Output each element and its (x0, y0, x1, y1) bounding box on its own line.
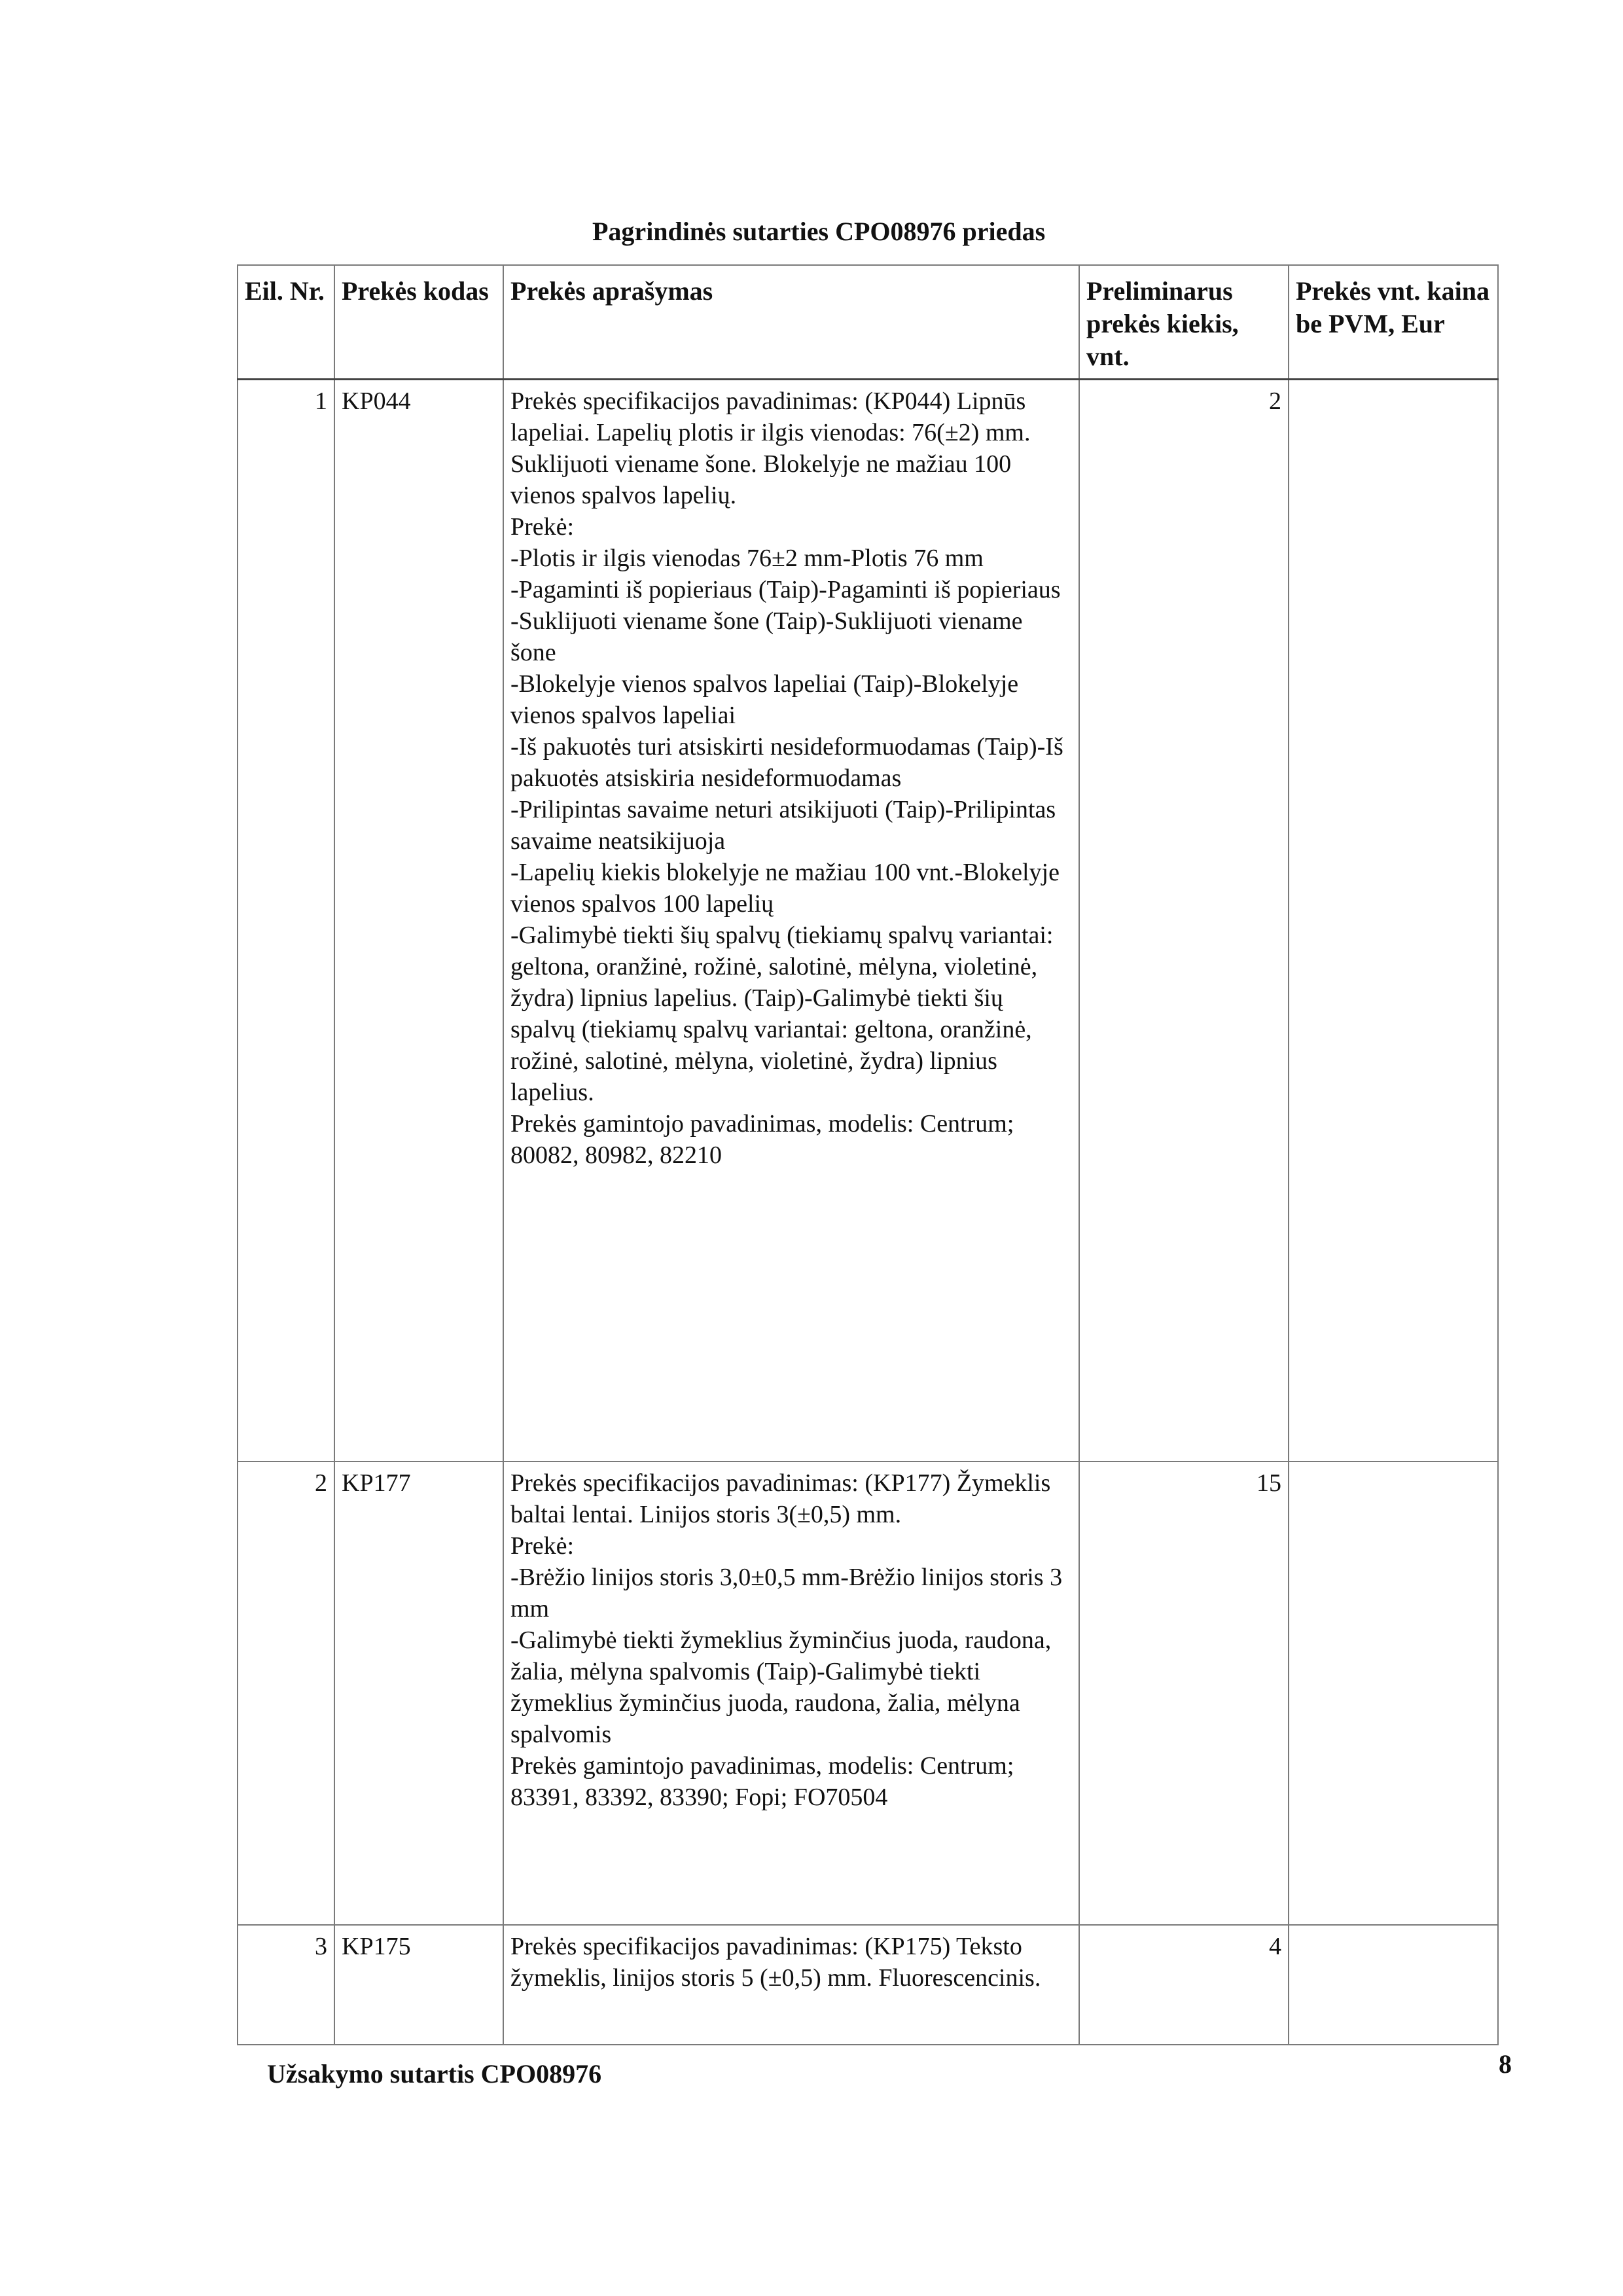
description-line: Prekės gamintojo pavadinimas, modelis: Centrum; 80082, 80982, 82210 (510, 1110, 1014, 1169)
description-line: Prekės specifikacijos pavadinimas: (KP177) Žymeklis baltai lentai. Linijos storis 3(±0,5) mm. (510, 1469, 1051, 1528)
table-row (238, 1462, 1498, 1925)
description-line: -Galimybė tiekti žymeklius žyminčius juoda, raudona, žalia, mėlyna spalvomis (Taip)-Galimybė tiekti žymeklius žyminčius juoda, raudona, žalia, mėlyna spalvomis (510, 1626, 1052, 1748)
description-line: -Prilipintas savaime neturi atsikijuoti (Taip)-Prilipintas savaime neatsikijuoja (510, 796, 1056, 855)
header-no: Eil. Nr. (238, 265, 334, 380)
unit-price (1289, 380, 1498, 1462)
description-line: -Iš pakuotės turi atsiskirti nesideformuodamas (Taip)-Iš pakuotės atsiskiria nesideformuodamas (510, 733, 1063, 792)
quantity: 2 (1079, 380, 1289, 1462)
table-row (238, 380, 1498, 1462)
quantity: 15 (1079, 1462, 1289, 1925)
product-description (503, 1462, 1079, 1925)
description-line: Prekės specifikacijos pavadinimas: (KP044) Lipnūs lapeliai. Lapelių plotis ir ilgis vienodas: 76(±2) mm. Suklijuoti viename šone. Blokelyje ne mažiau 100 vienos spalvos lapelių. (510, 387, 1031, 509)
header-quantity: Preliminarus prekės kiekis, vnt. (1079, 265, 1289, 380)
row-number: 1 (238, 380, 334, 1462)
table-row (238, 1925, 1498, 2045)
page-title: Pagrindinės sutarties CPO08976 priedas (592, 217, 1046, 246)
footer-text: Užsakymo sutartis CPO08976 (267, 2059, 602, 2089)
product-description (503, 1925, 1079, 2045)
product-description (503, 380, 1079, 1462)
table-header-row (238, 265, 1498, 380)
description-line: -Pagaminti iš popieriaus (Taip)-Pagaminti iš popieriaus (510, 576, 1061, 603)
row-number: 2 (238, 1462, 334, 1925)
product-code: KP177 (334, 1462, 503, 1925)
items-table (237, 264, 1499, 2045)
unit-price (1289, 1462, 1498, 1925)
header-code: Prekės kodas (334, 265, 503, 380)
header-price: Prekės vnt. kaina be PVM, Eur (1289, 265, 1498, 380)
description-line: -Galimybė tiekti šių spalvų (tiekiamų spalvų variantai: geltona, oranžinė, rožinė, salotinė, mėlyna, violetinė, žydra) lipnius lapelius. (Taip)-Galimybė tiekti šių spalvų (tiekiamų spalvų variantai: geltona, oranžinė, rožinė, salotinė, mėlyna, violetinė, žydra) lipnius lapelius. (510, 922, 1054, 1106)
product-code: KP044 (334, 380, 503, 1462)
quantity: 4 (1079, 1925, 1289, 2045)
description-line: -Lapelių kiekis blokelyje ne mažiau 100 vnt.-Blokelyje vienos spalvos 100 lapelių (510, 859, 1060, 918)
description-line: Prekė: (510, 1532, 575, 1560)
description-line: -Blokelyje vienos spalvos lapeliai (Taip)-Blokelyje vienos spalvos lapeliai (510, 670, 1019, 729)
unit-price (1289, 1925, 1498, 2045)
description-line: Prekės specifikacijos pavadinimas: (KP175) Teksto žymeklis, linijos storis 5 (±0,5) mm. Fluorescencinis. (510, 1933, 1041, 1992)
description-line: -Plotis ir ilgis vienodas 76±2 mm-Plotis 76 mm (510, 545, 984, 572)
product-code: KP175 (334, 1925, 503, 2045)
page-number: 8 (1499, 2049, 1512, 2079)
description-line: -Brėžio linijos storis 3,0±0,5 mm-Brėžio linijos storis 3 mm (510, 1564, 1063, 1623)
header-description: Prekės aprašymas (503, 265, 1079, 380)
description-line: Prekė: (510, 513, 575, 541)
row-number: 3 (238, 1925, 334, 2045)
description-line: -Suklijuoti viename šone (Taip)-Suklijuoti viename šone (510, 607, 1023, 666)
description-line: Prekės gamintojo pavadinimas, modelis: Centrum; 83391, 83392, 83390; Fopi; FO70504 (510, 1752, 1014, 1811)
